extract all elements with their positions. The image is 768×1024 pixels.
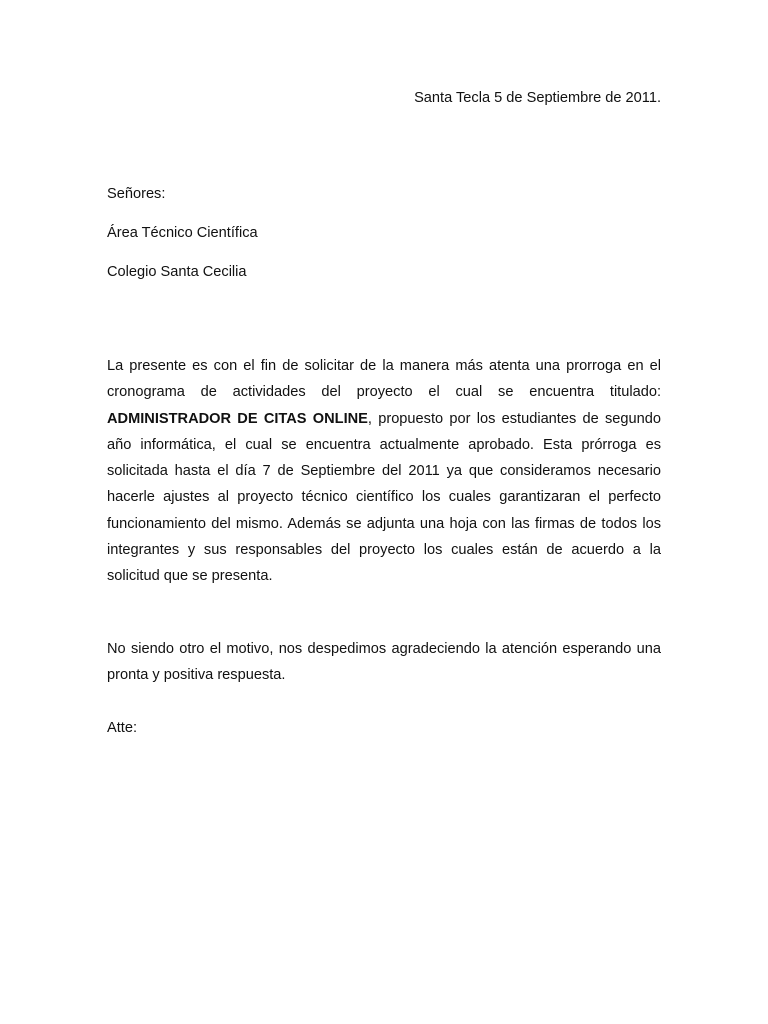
letter-closing: Atte:	[107, 720, 138, 736]
letter-date: Santa Tecla 5 de Septiembre de 2011.	[414, 90, 661, 106]
recipient-institution: Colegio Santa Cecilia	[107, 264, 247, 280]
body-text-intro: La presente es con el fin de solicitar de la manera más atenta una prorroga en el cronograma de actividades del proyecto el cual se encuentra titulado:	[107, 358, 661, 401]
recipient-salutation: Señores:	[107, 186, 166, 202]
body-paragraph-farewell: No siendo otro el motivo, nos despedimos agradeciendo la atención esperando una pronta y positiva respuesta.	[107, 641, 661, 684]
body-paragraph-request	[107, 353, 661, 590]
recipient-department: Área Técnico Científica	[107, 225, 258, 241]
project-title: ADMINISTRADOR DE CITAS ONLINE	[107, 410, 368, 427]
body-text-details: , propuesto por los estudiantes de segundo año informática, el cual se encuentra actualmente aprobado. Esta prórroga es solicitada hasta el día 7 de Septiembre del 2011 ya que consideramos necesario hacerle ajustes al proyecto técnico científico los cuales garantizaran el perfecto funcionamiento del mismo. Además se adjunta una hoja con las firmas de todos los integrantes y sus responsables del proyecto los cuales están de acuerdo a la solicitud que se presenta.	[107, 410, 661, 585]
